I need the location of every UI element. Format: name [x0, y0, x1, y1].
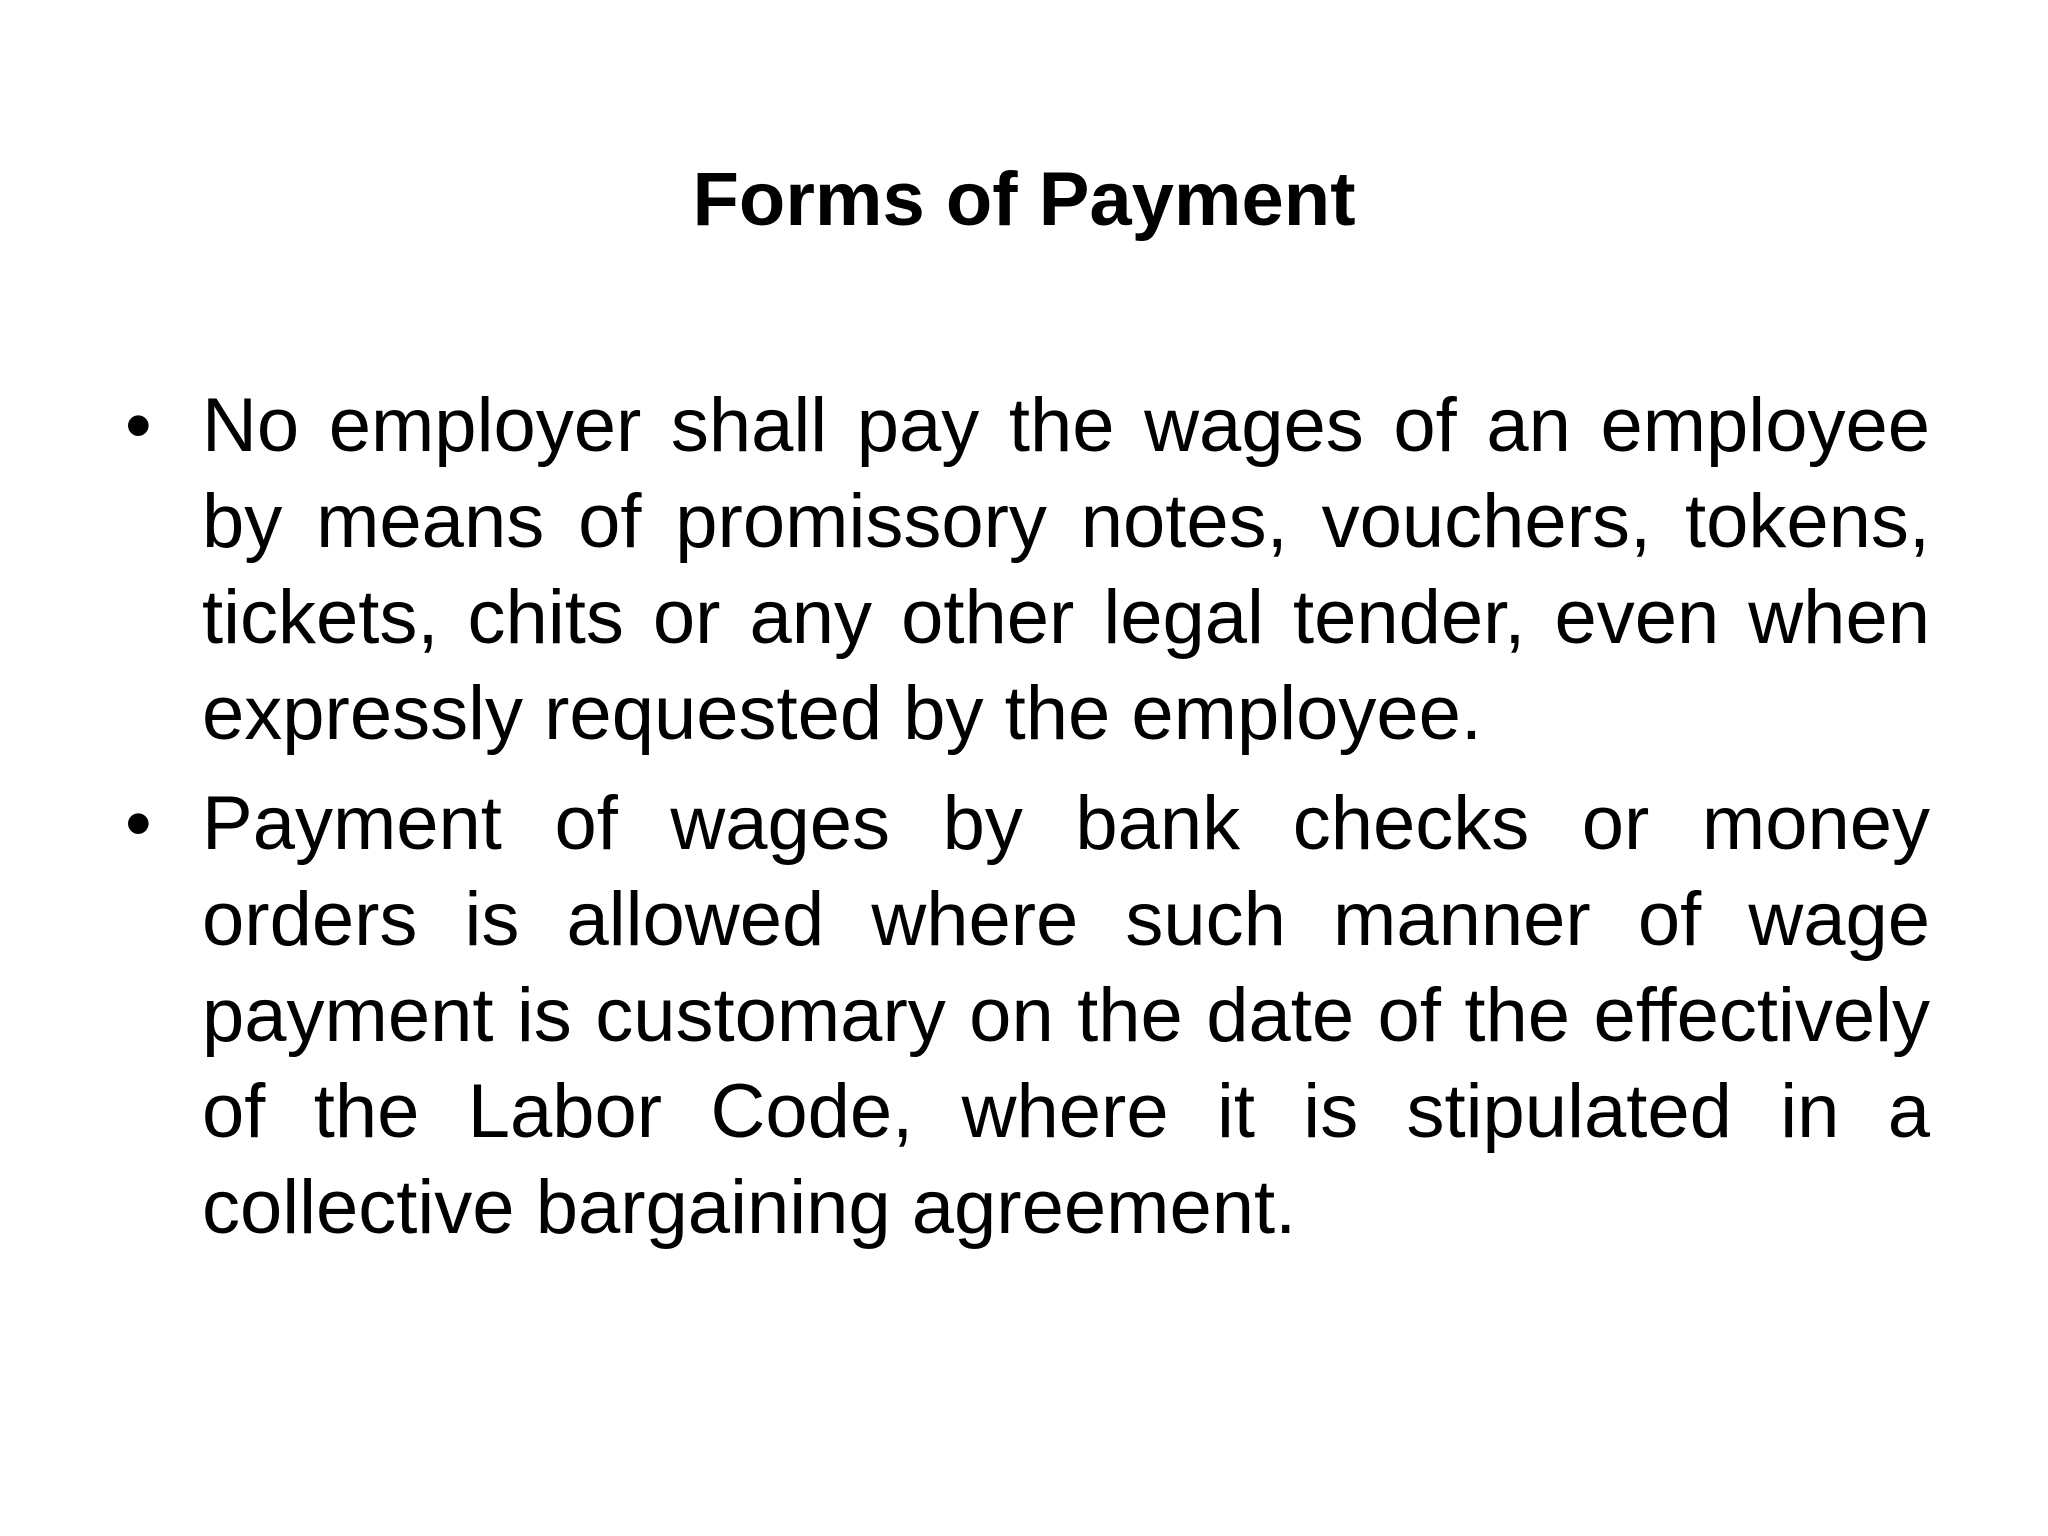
- slide-title: Forms of Payment: [692, 157, 1356, 242]
- bullet-icon: •: [125, 781, 152, 866]
- list-item: [125, 776, 1930, 1256]
- bullet-text: Payment of wages by bank checks or money orders is allowed where such manner of wage payment is customary on the date of the effectively of the Labor Code, where it is stipulated in a collective bargaining agreement.: [202, 781, 1930, 1250]
- list-item: [125, 378, 1930, 762]
- bullet-list: [125, 378, 1930, 1270]
- bullet-icon: •: [125, 383, 152, 468]
- bullet-text: No employer shall pay the wages of an employee by means of promissory notes, vouchers, tokens, tickets, chits or any other legal tender, even when expressly requested by the employee.: [202, 383, 1930, 756]
